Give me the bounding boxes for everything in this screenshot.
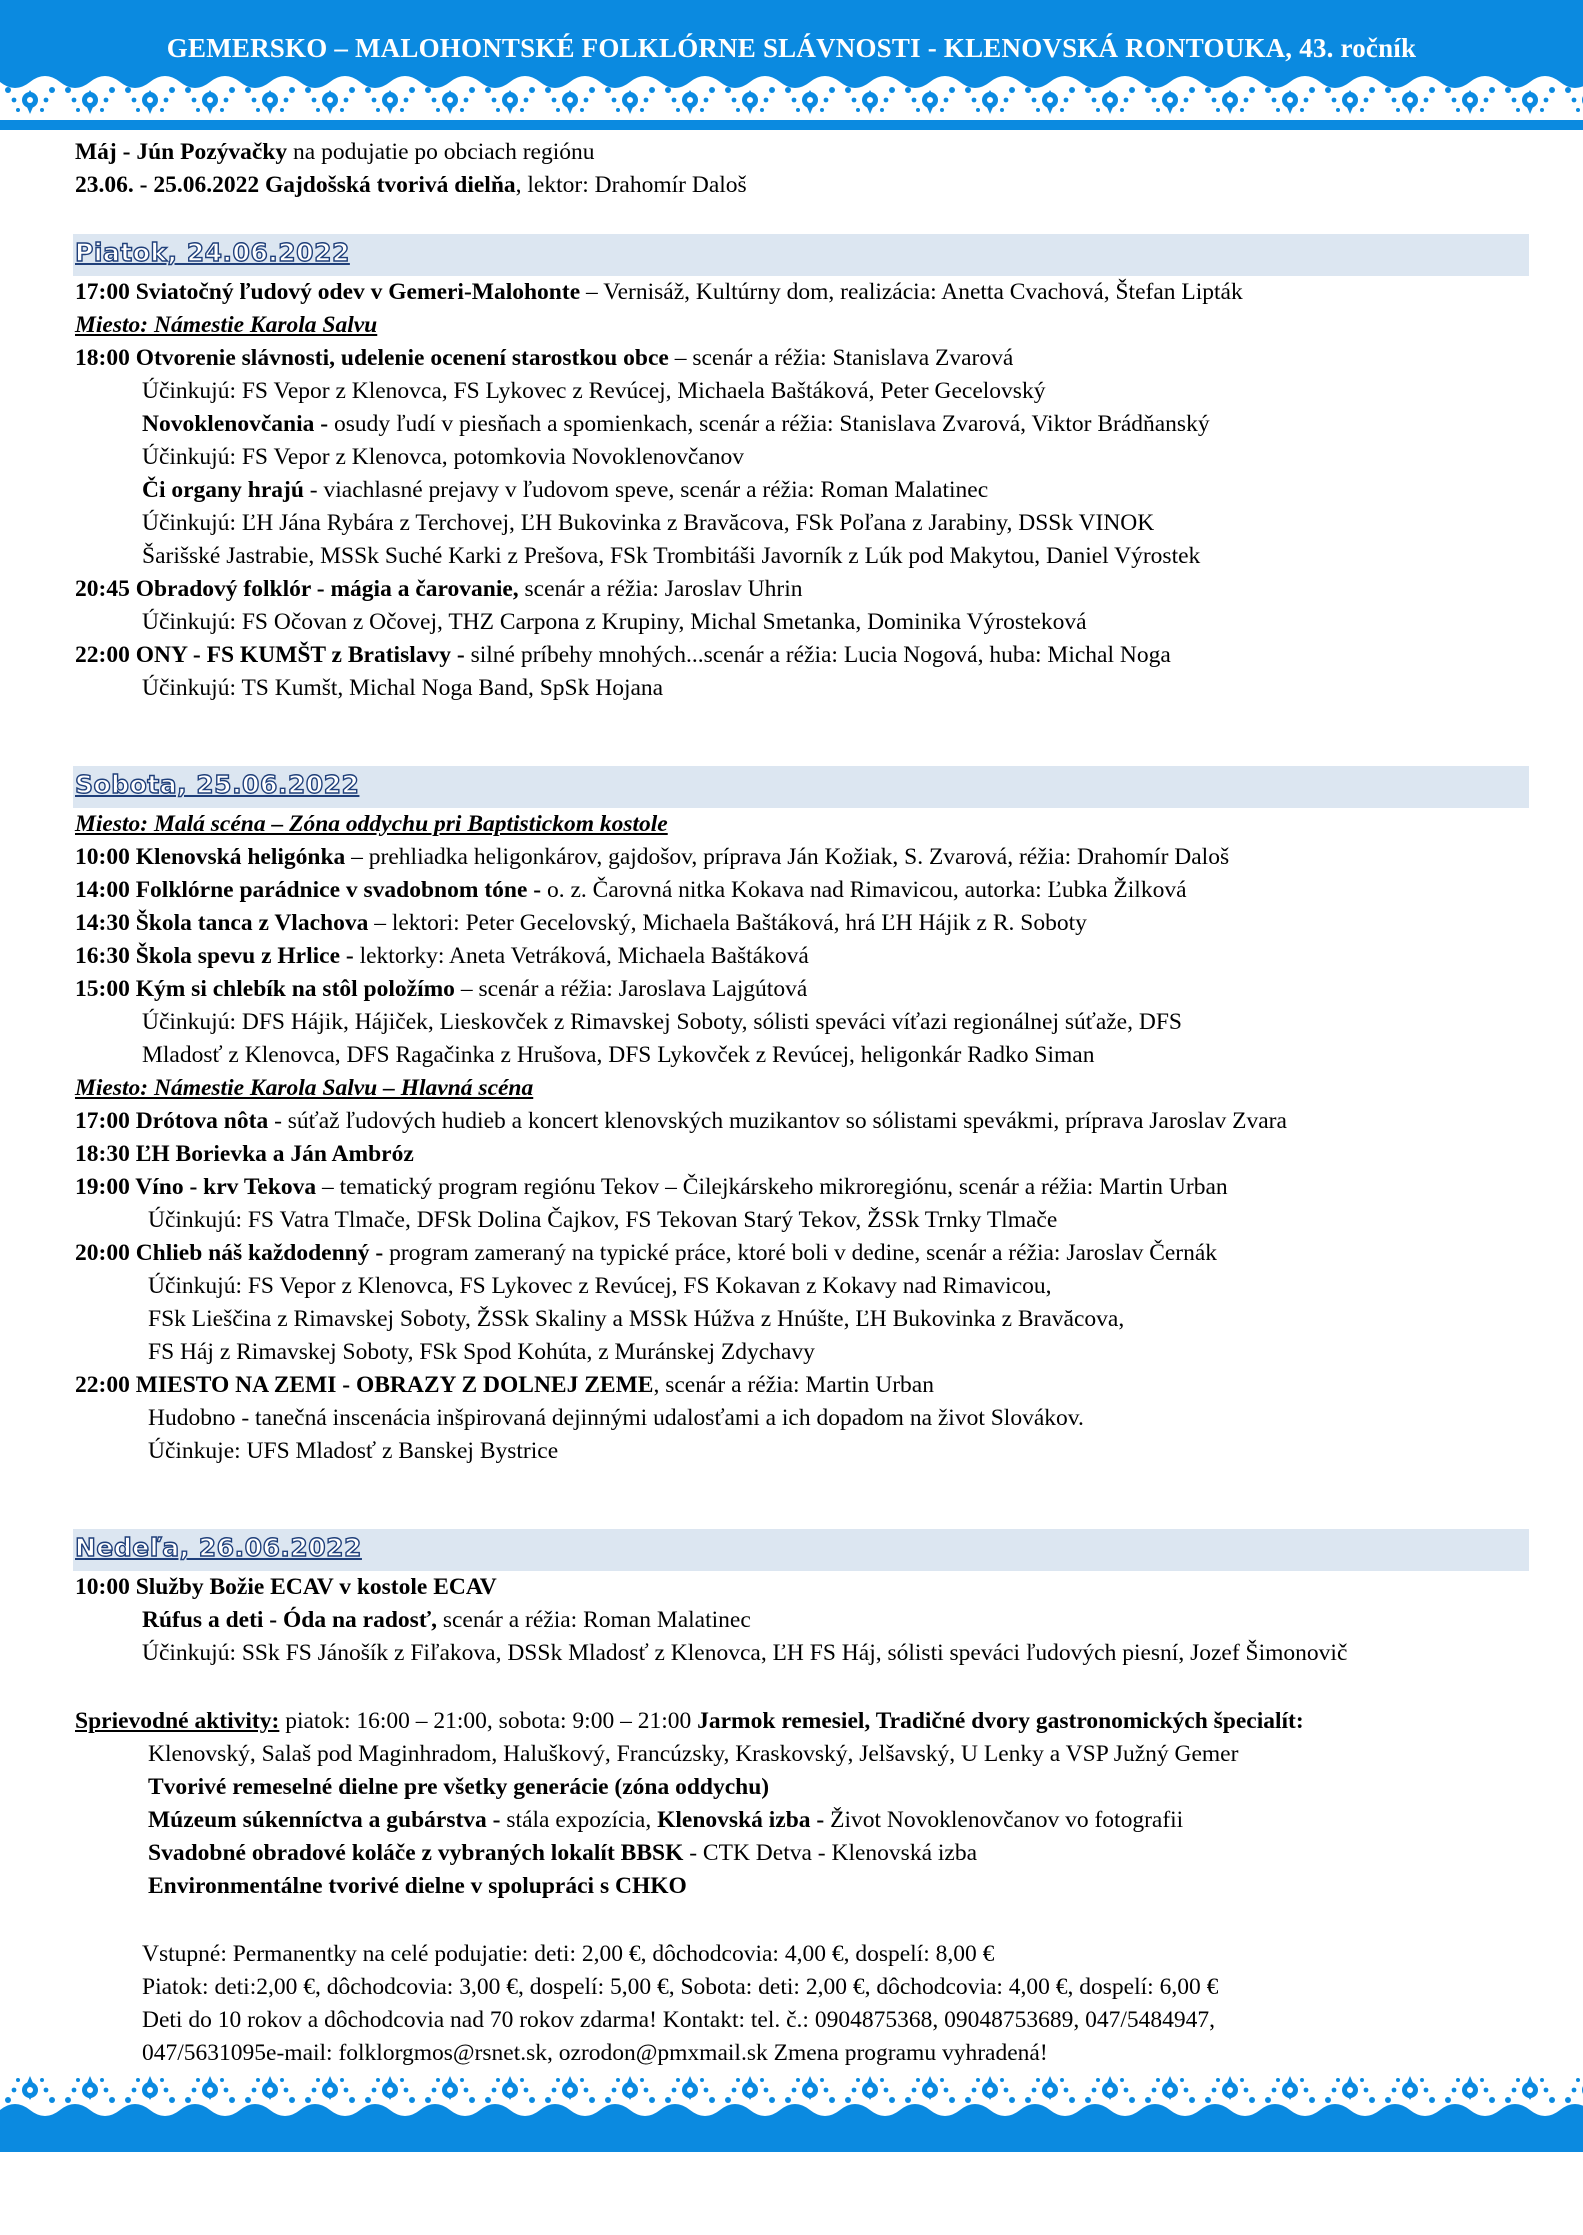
program-item: 14:00 Folklórne parádnice v svadobnom tóne - o. z. Čarovná nitka Kokava nad Rimavicou, autorka: Ľubka Žilková	[75, 877, 1187, 903]
program-item: 20:45 Obradový folklór - mágia a čarovanie, scenár a réžia: Jaroslav Uhrin	[75, 576, 803, 602]
tickets-line: 047/5631095e-mail: folklorgmos@rsnet.sk, ozrodon@pmxmail.sk Zmena programu vyhradená!	[142, 2040, 1048, 2066]
performers-line: Účinkujú: TS Kumšt, Michal Noga Band, SpSk Hojana	[142, 675, 664, 701]
performers-line: Šarišské Jastrabie, MSSk Suché Karki z Prešova, FSk Trombitáši Javorník z Lúk pod Makytou, Daniel Výrostek	[142, 543, 1201, 569]
program-item: Rúfus a deti - Óda na radosť, scenár a réžia: Roman Malatinec	[142, 1607, 751, 1633]
program-item: 17:00 Sviatočný ľudový odev v Gemeri-Malohonte – Vernisáž, Kultúrny dom, realizácia: Anetta Cvachová, Štefan Lipták	[75, 279, 1243, 305]
venue-label: Miesto: Námestie Karola Salvu	[75, 312, 378, 338]
venue-label: Miesto: Malá scéna – Zóna oddychu pri Baptistickom kostole	[75, 811, 668, 837]
activities-line: Svadobné obradové koláče z vybraných lokalít BBSK - CTK Detva - Klenovská izba	[148, 1840, 978, 1866]
intro-line: Máj - Jún Pozývačky na podujatie po obciach regiónu	[75, 139, 595, 165]
tickets-line: Deti do 10 rokov a dôchodcovia nad 70 rokov zdarma! Kontakt: tel. č.: 0904875368, 09048753689, 047/5484947,	[142, 2007, 1215, 2033]
activities-line: Environmentálne tvorivé dielne v spolupráci s CHKO	[148, 1873, 687, 1899]
description-line: Hudobno - tanečná inscenácia inšpirovaná dejinnými udalosťami a ich dopadom na život Slovákov.	[148, 1405, 1084, 1431]
performers-line: Účinkujú: ĽH Jána Rybára z Terchovej, ĽH Bukovinka z Bravăcova, FSk Poľana z Jarabiny, DSSk VINOK	[142, 510, 1155, 536]
day-title: Sobota, 25.06.2022	[75, 770, 360, 799]
activities-label: Sprievodné aktivity:	[75, 1708, 280, 1734]
program-item: 17:00 Drótova nôta - súťaž ľudových hudieb a koncert klenovských muzikantov so sólistami spevákmi, príprava Jaroslav Zvara	[75, 1108, 1287, 1134]
program-item: 10:00 Služby Božie ECAV v kostole ECAV	[75, 1574, 497, 1600]
tickets-line: Vstupné: Permanentky na celé podujatie: deti: 2,00 €, dôchodcovia: 4,00 €, dospelí: 8,00 €	[142, 1941, 995, 1967]
program-item: 18:30 ĽH Borievka a Ján Ambróz	[75, 1141, 414, 1167]
venue-label: Miesto: Námestie Karola Salvu – Hlavná scéna	[75, 1075, 534, 1101]
performers-line: Účinkujú: FS Očovan z Očovej, THZ Carpona z Krupiny, Michal Smetanka, Dominika Výrosteková	[142, 609, 1087, 635]
intro-line: 23.06. - 25.06.2022 Gajdošská tvorivá dielňa, lektor: Drahomír Daloš	[75, 172, 747, 198]
tickets-line: Piatok: deti:2,00 €, dôchodcovia: 3,00 €, dospelí: 5,00 €, Sobota: deti: 2,00 €, dôchodcovia: 4,00 €, dospelí: 6,00 €	[142, 1974, 1219, 2000]
performers-line: Účinkujú: DFS Hájik, Hájiček, Lieskovček z Rimavskej Soboty, sólisti speváci víťazi regionálnej súťaže, DFS	[142, 1009, 1182, 1035]
activities-line: Múzeum súkenníctva a gubárstva - stála expozícia, Klenovská izba - Život Novoklenovčanov vo fotografii	[148, 1807, 1184, 1833]
program-item: 22:00 MIESTO NA ZEMI - OBRAZY Z DOLNEJ ZEME, scenár a réžia: Martin Urban	[75, 1372, 934, 1398]
performers-line: Účinkujú: FS Vepor z Klenovca, potomkovia Novoklenovčanov	[142, 444, 744, 470]
program-item: 20:00 Chlieb náš každodenný - program zameraný na typické práce, ktoré boli v dedine, scenár a réžia: Jaroslav Černák	[75, 1240, 1218, 1266]
activities-line: Tvorivé remeselné dielne pre všetky generácie (zóna oddychu)	[148, 1774, 770, 1800]
performers-line: Účinkujú: SSk FS Jánošík z Fiľakova, DSSk Mladosť z Klenovca, ĽH FS Háj, sólisti speváci ľudových piesní, Jozef Šimonovič	[142, 1640, 1348, 1666]
performers-line: Účinkuje: UFS Mladosť z Banskej Bystrice	[148, 1438, 559, 1464]
program-item: Či organy hrajú - viachlasné prejavy v ľudovom speve, scenár a réžia: Roman Malatinec	[142, 477, 989, 503]
day-header-saturday	[73, 766, 1529, 808]
day-header-friday	[73, 234, 1529, 276]
performers-line: FSk Lieščina z Rimavskej Soboty, ŽSSk Skaliny a MSSk Húžva z Hnúšte, ĽH Bukovinka z Bravăcova,	[148, 1306, 1125, 1332]
activities-line: Sprievodné aktivity: piatok: 16:00 – 21:00, sobota: 9:00 – 21:00 Jarmok remesiel, Tradičné dvory gastronomických špecialít:	[75, 1708, 1304, 1734]
performers-line: Mladosť z Klenovca, DFS Ragačinka z Hrušova, DFS Lykovček z Revúcej, heligonkár Radko Siman	[142, 1042, 1095, 1068]
program-item: 18:00 Otvorenie slávnosti, udelenie ocenení starostkou obce – scenár a réžia: Stanislava Zvarová	[75, 345, 1014, 371]
performers-line: Účinkujú: FS Vepor z Klenovca, FS Lykovec z Revúcej, Michaela Baštáková, Peter Gecelovský	[142, 378, 1046, 404]
day-header-sunday	[73, 1529, 1529, 1571]
program-item: Novoklenovčania - osudy ľudí v piesňach a spomienkach, scenár a réžia: Stanislava Zvarová, Viktor Brádňanský	[142, 411, 1210, 437]
day-title: Piatok, 24.06.2022	[75, 238, 350, 267]
day-title: Nedeľa, 26.06.2022	[75, 1533, 362, 1562]
footer-banner	[0, 2070, 1583, 2152]
program-item: 10:00 Klenovská heligónka – prehliadka heligonkárov, gajdošov, príprava Ján Kožiak, S. Zvarová, réžia: Drahomír Daloš	[75, 844, 1230, 870]
header-banner	[0, 0, 1583, 140]
program-item: 14:30 Škola tanca z Vlachova – lektori: Peter Gecelovský, Michaela Baštáková, hrá ĽH Hájik z R. Soboty	[75, 910, 1087, 936]
festival-title: GEMERSKO – MALOHONTSKÉ FOLKLÓRNE SLÁVNOSTI - KLENOVSKÁ RONTOUKA, 43. ročník	[166, 33, 1417, 63]
program-item: 22:00 ONY - FS KUMŠT z Bratislavy - silné príbehy mnohých...scenár a réžia: Lucia Nogová, huba: Michal Noga	[75, 642, 1171, 668]
program-item: 19:00 Víno - krv Tekova – tematický program regiónu Tekov – Čilejkárskeho mikroregiónu, scenár a réžia: Martin Urban	[75, 1174, 1228, 1200]
performers-line: FS Háj z Rimavskej Soboty, FSk Spod Kohúta, z Muránskej Zdychavy	[148, 1339, 815, 1365]
program-item: 15:00 Kým si chlebík na stôl položímo – scenár a réžia: Jaroslava Lajgútová	[75, 976, 808, 1002]
performers-line: Účinkujú: FS Vepor z Klenovca, FS Lykovec z Revúcej, FS Kokavan z Kokavy nad Rimavicou,	[148, 1273, 1052, 1299]
program-item: 16:30 Škola spevu z Hrlice - lektorky: Aneta Vetráková, Michaela Baštáková	[75, 943, 809, 969]
program-content	[75, 136, 1531, 2070]
activities-line: Klenovský, Salaš pod Maginhradom, Haluškový, Francúzsky, Kraskovský, Jelšavský, U Lenky a VSP Južný Gemer	[148, 1741, 1239, 1767]
performers-line: Účinkujú: FS Vatra Tlmače, DFSk Dolina Čajkov, FS Tekovan Starý Tekov, ŽSSk Trnky Tlmače	[148, 1207, 1058, 1233]
